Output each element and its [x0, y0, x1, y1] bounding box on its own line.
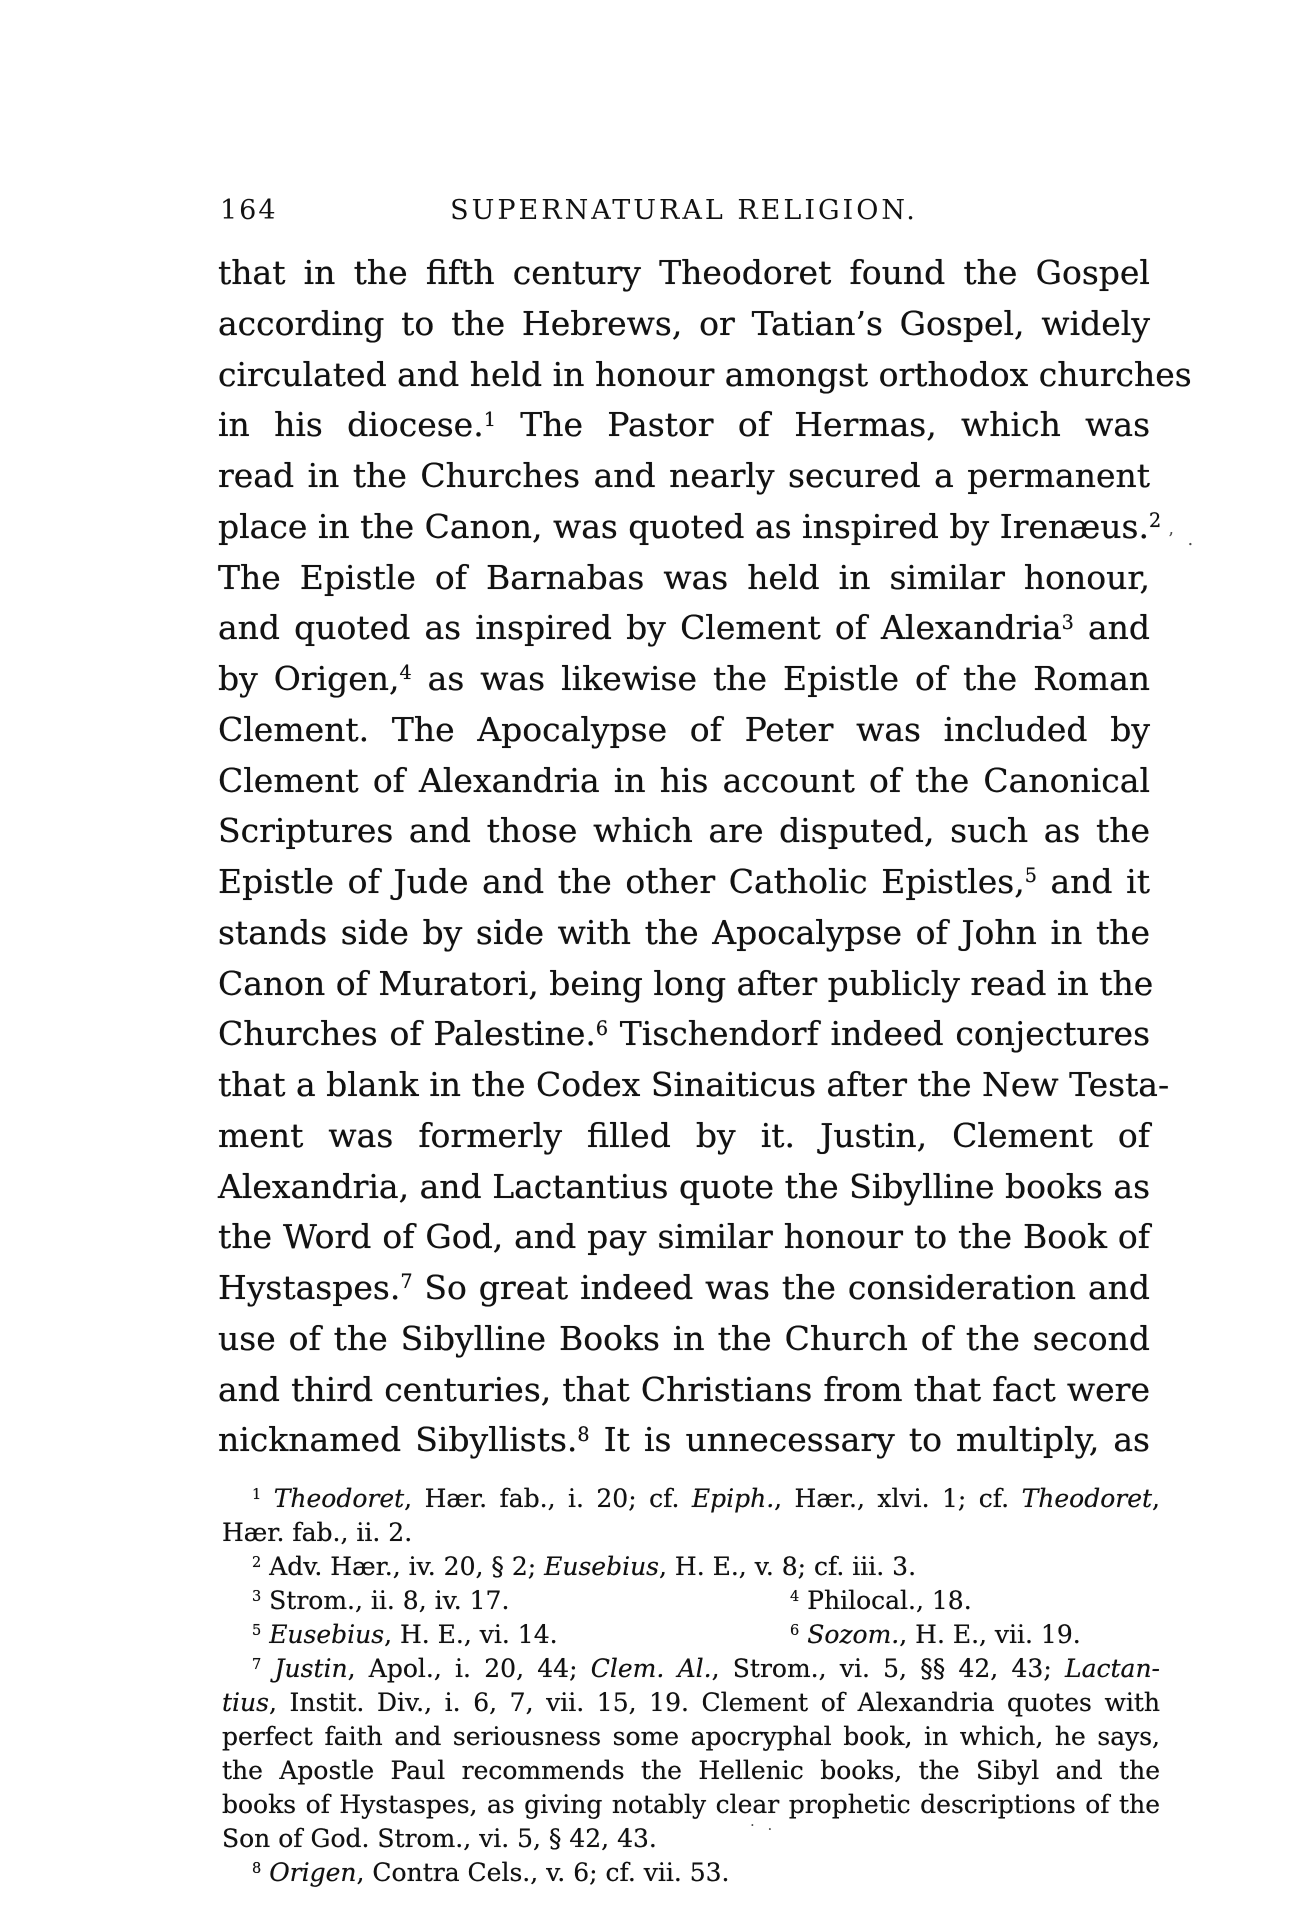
scan-artifact: · .: [750, 1816, 777, 1834]
body-line: [218, 1212, 1150, 1263]
text-segment: , Apol., i. 20, 44;: [347, 1654, 591, 1683]
text-segment: circulated and held in honour amongst orthodox churches: [218, 354, 1192, 394]
text-segment: according to the Hebrews, or Tatian’s Gospel, widely: [218, 303, 1150, 343]
text-segment: Hær. fab., ii. 2.: [222, 1518, 413, 1547]
body-line: [218, 705, 1150, 756]
body-line: nicknamed Sibyllists.8 It is unnecessary to multiply, as: [218, 1420, 1150, 1460]
text-segment: It is unnecessary to multiply, as: [589, 1420, 1150, 1460]
body-line: [218, 908, 1150, 959]
body-line: [218, 248, 1150, 299]
text-segment: Canon of Muratori, being long after publicly read in the: [218, 963, 1154, 1003]
footnote-line: 3 Strom., ii. 8, iv. 17. 4 Philocal., 18.: [222, 1584, 1160, 1618]
text-segment: Scriptures and those which are disputed, such as the: [218, 811, 1150, 851]
text-segment: in his diocese.: [218, 405, 484, 445]
text-segment: Adv. Hær., iv. 20, § 2;: [261, 1552, 545, 1581]
scan-artifact: ’ .: [1168, 529, 1198, 550]
text-segment: and it: [1036, 862, 1150, 901]
text-segment: , H. E., vi. 14.: [384, 1620, 558, 1649]
text-segment: Hystaspes.: [218, 1268, 401, 1307]
text-segment: , Contra Cels., v. 6; cf. vii. 53.: [356, 1858, 730, 1887]
footnote-right-column: 4 Philocal., 18.: [790, 1586, 972, 1615]
body-line: Churches of Palestine.6 Tischendorf indeed conjectures: [218, 1014, 1151, 1054]
text-segment: , Hær. fab., i. 20; cf.: [404, 1484, 692, 1513]
text-segment: Origen: [269, 1858, 357, 1887]
body-line: Epistle of Jude and the other Catholic Epistles,5 and it: [218, 862, 1150, 901]
text-segment: place in the Canon, was quoted as inspired by Irenæus.: [218, 506, 1149, 546]
footnote-line: [222, 1720, 1160, 1754]
text-segment: Sozom.: [807, 1620, 900, 1649]
body-line: [218, 350, 1192, 401]
text-segment: the Word of God, and pay similar honour to the Book of: [218, 1217, 1150, 1257]
text-segment: Clem. Al.: [590, 1654, 712, 1683]
body-line: place in the Canon, was quoted as inspired by Irenæus.2: [218, 506, 1162, 546]
text-segment: [799, 1620, 807, 1649]
text-segment: , Hær., xlvi. 1; cf.: [774, 1484, 1022, 1513]
footnotes: [222, 1482, 1160, 1890]
text-segment: stands side by side with the Apocalypse of John in the: [218, 912, 1150, 952]
text-segment: , Strom., vi. 5, §§ 42, 43;: [711, 1654, 1065, 1683]
text-segment: tius: [222, 1688, 269, 1717]
text-segment: Philocal., 18.: [799, 1586, 972, 1615]
text-segment: The Epistle of Barnabas was held in similar honour,: [218, 557, 1150, 597]
text-segment: and: [1073, 608, 1151, 648]
footnote-line: 2 Adv. Hær., iv. 20, § 2; Eusebius, H. E., v. 8; cf. iii. 3.: [252, 1552, 917, 1581]
text-segment: as was likewise the Epistle of the Roman: [411, 659, 1150, 698]
text-segment: perfect faith and seriousness some apocryphal book, in which, he says,: [222, 1722, 1160, 1751]
text-segment: ment was formerly filled by it. Justin, Clement of: [218, 1115, 1150, 1155]
footnote-line: [222, 1822, 1160, 1856]
text-segment: [261, 1858, 269, 1887]
text-segment: ,: [1152, 1484, 1160, 1513]
text-segment: nicknamed Sibyllists.: [218, 1420, 578, 1460]
body-line: by Origen,4 as was likewise the Epistle of the Roman: [218, 659, 1150, 698]
footnote-line: 8 Origen, Contra Cels., v. 6; cf. vii. 53.: [252, 1858, 730, 1887]
running-title: SUPERNATURAL RELIGION.: [450, 195, 918, 226]
body-line: [218, 451, 1150, 502]
body-line: Hystaspes.7 So great indeed was the consideration and: [218, 1268, 1150, 1307]
body-text: [218, 248, 1192, 1466]
text-segment: that a blank in the Codex Sinaiticus after the New Testa-: [218, 1065, 1170, 1104]
text-segment: Theodoret: [273, 1484, 405, 1513]
text-segment: the Apostle Paul recommends the Hellenic books, the Sibyl and the: [222, 1756, 1160, 1785]
body-line: [218, 1314, 1150, 1365]
footnote-line: [222, 1754, 1160, 1788]
text-segment: Tischendorf indeed conjectures: [608, 1014, 1151, 1054]
footnote-right-column: 6 Sozom., H. E., vii. 19.: [790, 1620, 1081, 1649]
text-segment: The Pastor of Hermas, which was: [495, 405, 1150, 445]
page-header: [218, 196, 1150, 230]
text-segment: , Instit. Div., i. 6, 7, vii. 15, 19. Clement of Alexandria quotes with: [268, 1688, 1160, 1717]
footnote-line: [222, 1516, 1160, 1550]
text-segment: Clement. The Apocalypse of Peter was included by: [218, 709, 1150, 749]
text-segment: Eusebius: [269, 1620, 385, 1649]
footnote-line: 1 Theodoret, Hær. fab., i. 20; cf. Epiph., Hær., xlvi. 1; cf. Theodoret,: [252, 1484, 1160, 1513]
text-segment: Churches of Palestine.: [218, 1014, 596, 1054]
text-segment: Clement of Alexandria in his account of the Canonical: [218, 760, 1150, 800]
footnote-line: [222, 1686, 1160, 1720]
text-segment: So great indeed was the consideration and: [412, 1268, 1150, 1307]
text-segment: use of the Sibylline Books in the Church of the second: [218, 1318, 1150, 1358]
body-line: [218, 959, 1154, 1010]
text-segment: , H. E., vii. 19.: [899, 1620, 1081, 1649]
text-segment: Epiph.: [691, 1484, 775, 1513]
body-line: [218, 1060, 1170, 1111]
footnote-line: 5 Eusebius, H. E., vi. 14. 6 Sozom., H. E., vii. 19.: [222, 1618, 1160, 1652]
text-segment: Strom., ii. 8, iv. 17.: [261, 1586, 510, 1615]
text-segment: read in the Churches and nearly secured a permanent: [218, 456, 1150, 495]
text-segment: and third centuries, that Christians from that fact were: [218, 1369, 1150, 1409]
text-segment: books of Hystaspes, as giving notably clear prophetic descriptions of the: [222, 1790, 1160, 1819]
body-line: [218, 1162, 1150, 1213]
text-segment: Alexandria, and Lactantius quote the Sibylline books as: [218, 1166, 1150, 1206]
text-segment: Theodoret: [1021, 1484, 1153, 1513]
text-segment: [261, 1654, 274, 1683]
page-number: 164: [220, 195, 278, 226]
body-line: and quoted as inspired by Clement of Alexandria3 and: [218, 608, 1151, 648]
body-line: [218, 299, 1150, 350]
text-segment: and quoted as inspired by Clement of Alexandria: [218, 608, 1062, 648]
text-segment: [261, 1620, 269, 1649]
text-segment: Son of God. Strom., vi. 5, § 42, 43.: [222, 1824, 657, 1853]
text-segment: that in the fifth century Theodoret found the Gospel: [218, 253, 1150, 292]
body-line: [218, 1111, 1150, 1162]
body-line: [218, 756, 1150, 807]
body-line: [218, 806, 1150, 857]
body-line: [218, 1365, 1150, 1416]
text-segment: Epistle of Jude and the other Catholic Epistles,: [218, 862, 1025, 901]
body-line: in his diocese.1 The Pastor of Hermas, which was: [218, 405, 1150, 445]
text-segment: Justin: [274, 1654, 348, 1683]
text-segment: Eusebius: [544, 1552, 660, 1581]
text-segment: Lactan-: [1065, 1654, 1161, 1683]
footnote-line: [222, 1788, 1160, 1822]
footnote-line: 7 Justin, Apol., i. 20, 44; Clem. Al., Strom., vi. 5, §§ 42, 43; Lactan-: [252, 1654, 1161, 1683]
text-segment: by Origen,: [218, 659, 400, 698]
body-line: [218, 553, 1150, 604]
text-segment: , H. E., v. 8; cf. iii. 3.: [659, 1552, 917, 1581]
text-segment: [261, 1484, 273, 1513]
